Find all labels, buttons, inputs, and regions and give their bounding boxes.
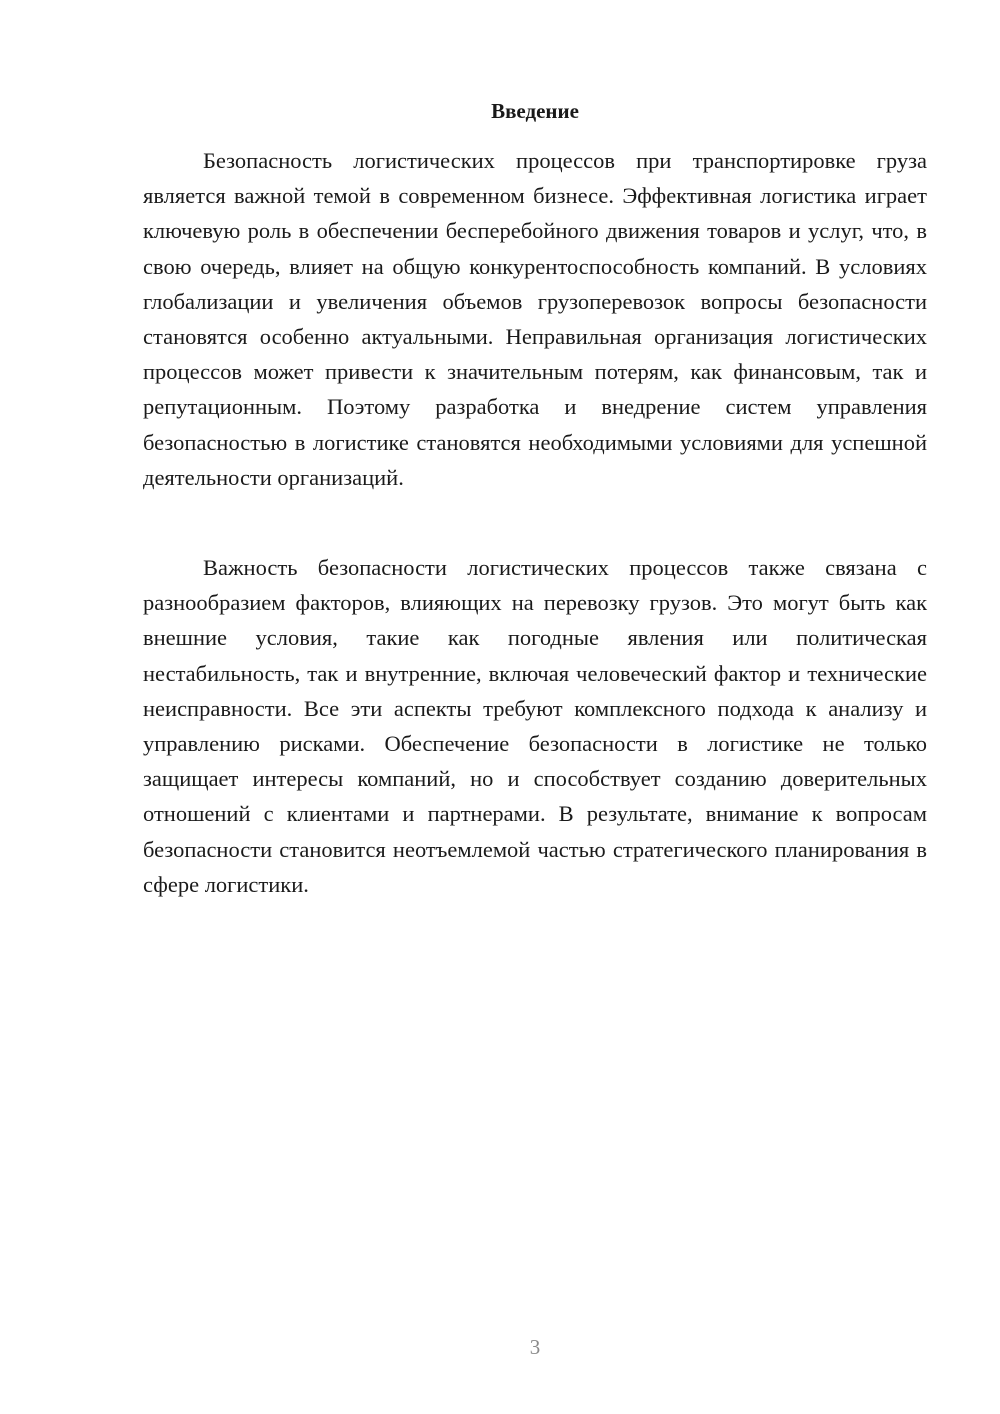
paragraph-1: Безопасность логистических процессов при транспортировке груза является важной темой в современном бизнесе. Эффективная логистика играет ключевую роль в обеспечении бесперебойного движения товаров и услуг, что, в свою очередь, влияет на общую конкурентоспособность компаний. В условиях глобализации и увеличения объемов грузоперевозок вопросы безопасности становятся особенно актуальными. Неправильная организация логистических процессов может привести к значительным потерям, как финансовым, так и репутационным. Поэтому разработка и внедрение систем управления безопасностью в логистике становятся необходимыми условиями для успешной деятельности организаций.	[143, 148, 927, 490]
paragraph-2: Важность безопасности логистических процессов также связана с разнообразием факторов, влияющих на перевозку грузов. Это могут быть как внешние условия, такие как погодные явления или политическая нестабильность, так и внутренние, включая человеческий фактор и технические неисправности. Все эти аспекты требуют комплексного подхода к анализу и управлению рисками. Обеспечение безопасности в логистике не только защищает интересы компаний, но и способствует созданию доверительных отношений с клиентами и партнерами. В результате, внимание к вопросам безопасности становится неотъемлемой частью стратегического планирования в сфере логистики.	[143, 555, 927, 897]
page-number: 3	[529, 1335, 541, 1359]
section-heading: Введение	[491, 99, 579, 123]
